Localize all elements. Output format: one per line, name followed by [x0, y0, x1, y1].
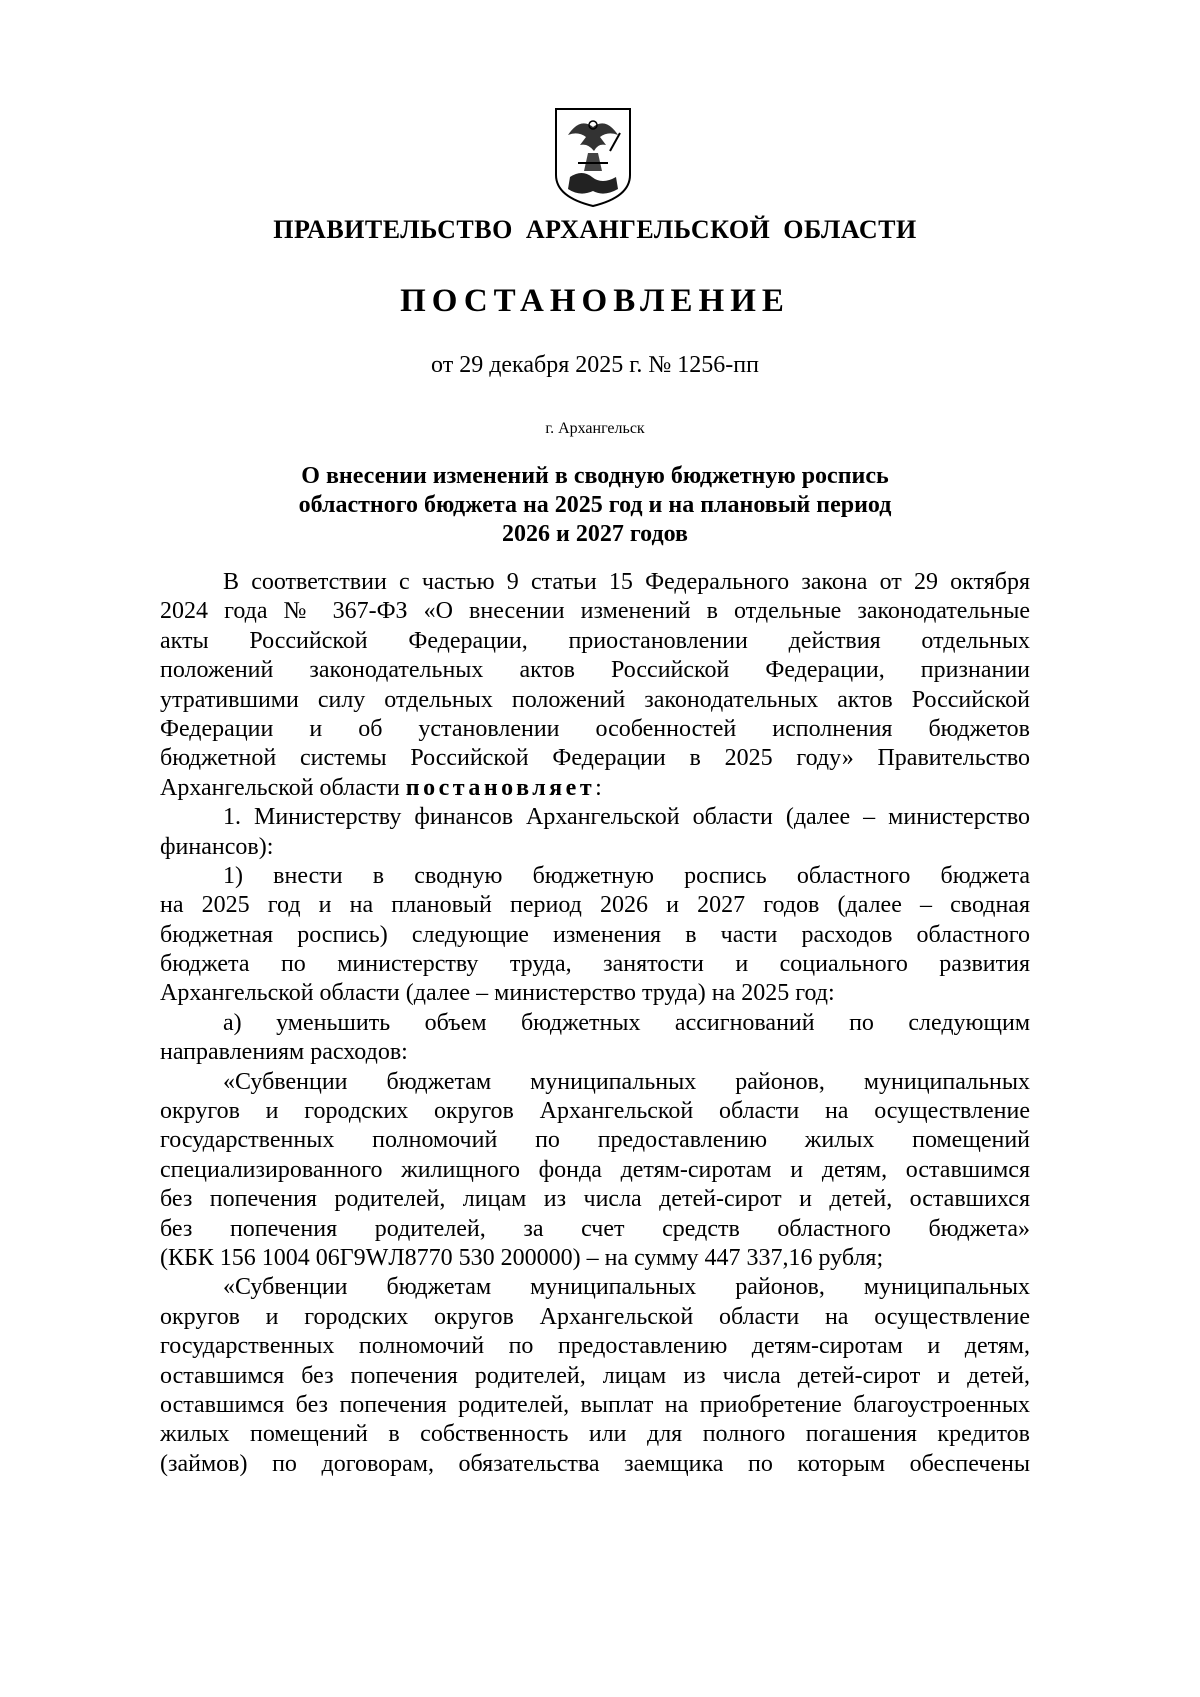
body-line: «Субвенции бюджетам муниципальных районов, муниципальных — [223, 1274, 1030, 1301]
body-text: : — [595, 774, 602, 801]
body-line: без попечения родителей, лицам из числа детей-сирот и детей, оставшихся — [160, 1186, 1030, 1213]
body-line: положений законодательных актов Российской Федерации, признании — [160, 657, 1030, 684]
body-line: 2024 года № 367-ФЗ «О внесении изменений в отдельные законодательные — [160, 598, 1030, 625]
body-line: (КБК 156 1004 06Г9WЛ8770 530 200000) – на сумму 447 337,16 рубля; — [160, 1244, 884, 1271]
body-line: специализированного жилищного фонда детям-сиротам и детям, оставшимся — [160, 1156, 1030, 1183]
title-line: О внесении изменений в сводную бюджетную роспись — [301, 463, 889, 489]
body-line: а) уменьшить объем бюджетных ассигнований по следующим — [223, 1009, 1030, 1036]
document-date-number: от 29 декабря 2025 г. № 1256-пп — [431, 352, 759, 378]
body-line: округов и городских округов Архангельской области на осуществление — [160, 1098, 1030, 1125]
title-line: 2026 и 2027 годов — [502, 521, 688, 547]
body-line: бюджета по министерству труда, занятости и социального развития — [160, 951, 1030, 978]
coat-of-arms-emblem — [548, 105, 638, 210]
document-body — [160, 568, 1030, 1479]
organization-name: ПРАВИТЕЛЬСТВО АРХАНГЕЛЬСКОЙ ОБЛАСТИ — [273, 215, 917, 244]
body-line: государственных полномочий по предоставлению жилых помещений — [160, 1127, 1030, 1154]
body-text: Архангельской области — [160, 774, 400, 801]
body-line: 1) внести в сводную бюджетную роспись областного бюджета — [223, 862, 1030, 889]
body-line: утратившими силу отдельных положений законодательных актов Российской — [160, 686, 1030, 713]
body-line: Федерации и об установлении особенностей исполнения бюджетов — [160, 715, 1030, 742]
body-line: (займов) по договорам, обязательства заемщика по которым обеспечены — [160, 1450, 1030, 1477]
resolution-keyword: постановляет — [405, 774, 596, 801]
body-line: жилых помещений в собственность или для полного погашения кредитов — [160, 1421, 1030, 1448]
body-line: государственных полномочий по предоставлению детям-сиротам и детям, — [160, 1333, 1030, 1360]
title-line: областного бюджета на 2025 год и на плановый период — [298, 492, 892, 518]
document-title — [160, 462, 1030, 549]
body-line-resolution — [160, 774, 1030, 803]
body-line: «Субвенции бюджетам муниципальных районов, муниципальных — [223, 1068, 1030, 1095]
body-line: оставшимся без попечения родителей, лицам из числа детей-сирот и детей, — [160, 1362, 1030, 1389]
body-line: направлениям расходов: — [160, 1039, 408, 1066]
body-line: 1. Министерству финансов Архангельской области (далее – министерство — [223, 804, 1030, 831]
body-line: В соответствии с частью 9 статьи 15 Федерального закона от 29 октября — [223, 569, 1030, 595]
body-line: бюджетная роспись) следующие изменения в части расходов областного — [160, 921, 1030, 948]
body-line: оставшимся без попечения родителей, выплат на приобретение благоустроенных — [160, 1391, 1030, 1418]
body-line: без попечения родителей, за счет средств областного бюджета» — [160, 1215, 1030, 1242]
body-line: округов и городских округов Архангельской области на осуществление — [160, 1303, 1030, 1330]
body-line: акты Российской Федерации, приостановлении действия отдельных — [160, 627, 1030, 654]
document-type: ПОСТАНОВЛЕНИЕ — [400, 283, 790, 319]
body-line: бюджетной системы Российской Федерации в 2025 году» Правительство — [160, 745, 1030, 772]
body-line: на 2025 год и на плановый период 2026 и 2027 годов (далее – сводная — [160, 892, 1030, 919]
body-line: финансов): — [160, 833, 274, 860]
document-city: г. Архангельск — [545, 420, 645, 437]
body-line: Архангельской области (далее – министерство труда) на 2025 год: — [160, 980, 835, 1007]
